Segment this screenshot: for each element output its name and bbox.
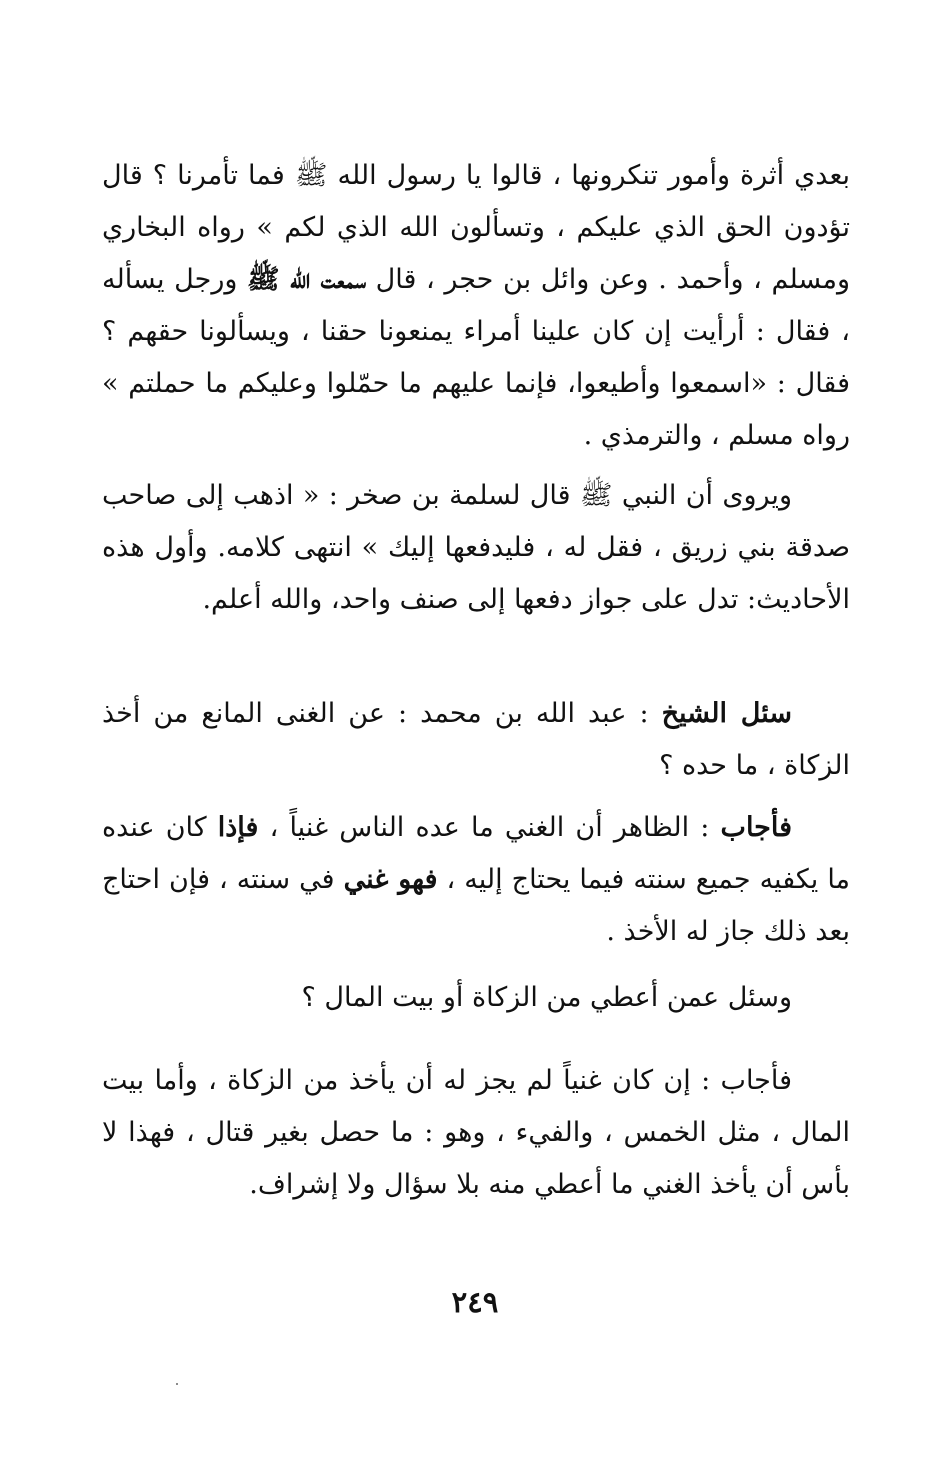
paragraph-hadith-continuation bbox=[102, 150, 850, 462]
bold-phrase: فإذا bbox=[217, 812, 259, 843]
paragraph-answer-treasury bbox=[102, 1055, 850, 1211]
paragraph-text: ويروى أن النبي ﷺ قال لسلمة بن صخر : « اذهب إلى صاحب صدقة بني زريق ، فقل له ، فليدفعها إليك » انتهى كلامه. وأول هذه الأحاديث: تدل على جواز دفعها إلى صنف واحد، والله أعلم. bbox=[102, 480, 850, 615]
paragraph-salama-hadith bbox=[102, 470, 850, 626]
paragraph-text: وسئل عمن أعطي من الزكاة أو بيت المال ؟ bbox=[301, 982, 792, 1013]
paragraph-text: : الظاهر أن الغني ما عده الناس غنياً ، bbox=[258, 812, 721, 843]
paragraph-text: بعدي أثرة وأمور تنكرونها ، قالوا يا رسول الله ﷺ فما تأمرنا ؟ قال تؤدون الحق الذي عليكم ، وتسألون الله الذي لكم » رواه البخاري ومسلم ، وأحمد . وعن وائل بن حجر ، قال bbox=[102, 160, 850, 295]
bold-phrase: فهو غني bbox=[343, 864, 438, 895]
paragraph-text: : عبد الله بن محمد : عن الغنى المانع من أخذ الزكاة ، ما حده ؟ bbox=[102, 698, 850, 781]
paragraph-text: فأجاب : إن كان غنياً لم يجز له أن يأخذ من الزكاة ، وأما بيت المال ، مثل الخمس ، والفيء ، وهو : ما حصل بغير قتال ، فهذا لا بأس أن يأخذ الغني ما أعطي منه بلا سؤال ولا إشراف. bbox=[102, 1065, 850, 1200]
paragraph-question-wealth bbox=[102, 688, 850, 792]
bold-phrase: سمعت الله ﷺ bbox=[247, 264, 366, 295]
bold-phrase: فأجاب bbox=[720, 812, 792, 843]
paragraph-question-treasury bbox=[102, 972, 850, 1024]
paragraph-answer-wealth bbox=[102, 802, 850, 958]
page-number: ٢٤٩ bbox=[451, 1285, 499, 1319]
paragraph-text: في سنته ، فإن احتاج بعد ذلك جاز له الأخذ . bbox=[102, 864, 850, 947]
bold-phrase: سئل الشيخ bbox=[661, 698, 793, 729]
scan-speck bbox=[176, 1383, 178, 1385]
paragraph-text: ورجل يسأله ، فقال : أرأيت إن كان علينا أمراء يمنعونا حقنا ، ويسألونا حقهم ؟ فقال : «اسمعوا وأطيعوا، فإنما عليهم ما حمّلوا وعليكم ما حملتم » رواه مسلم ، والترمذي . bbox=[102, 264, 850, 451]
paragraph-text: كان عنده ما يكفيه جميع سنته فيما يحتاج إليه ، bbox=[102, 812, 851, 895]
